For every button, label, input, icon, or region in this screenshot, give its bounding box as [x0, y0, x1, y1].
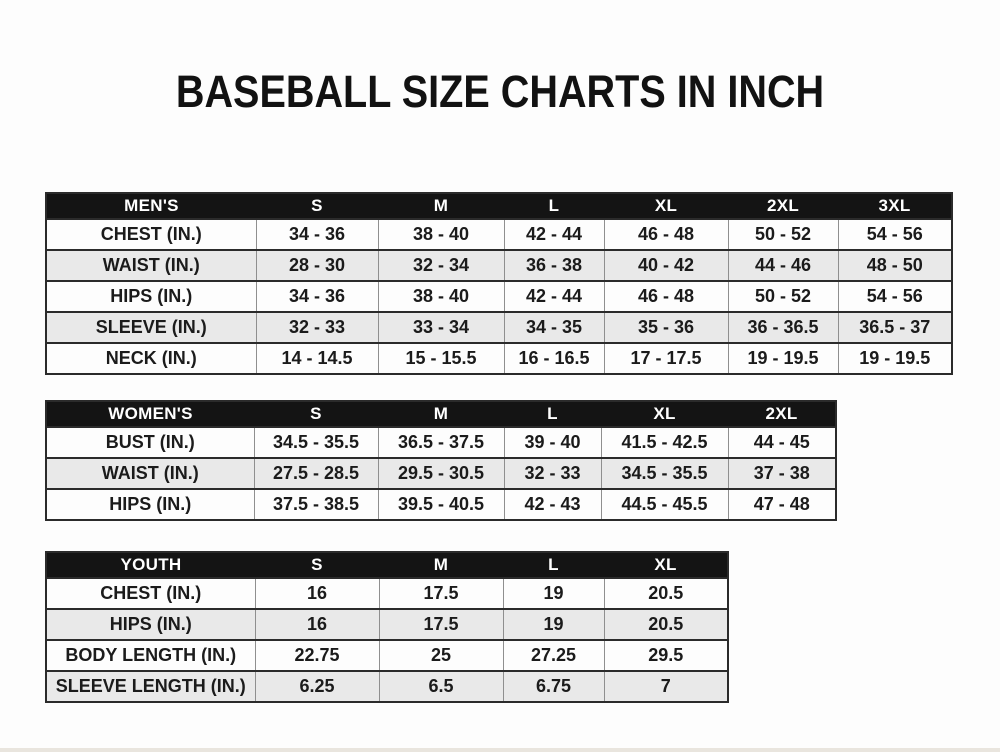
- value-cell: 14 - 14.5: [256, 343, 378, 374]
- row-label-cell: HIPS (IN.): [46, 609, 255, 640]
- table-row: [46, 609, 728, 640]
- value-cell: 19: [503, 578, 604, 609]
- value-cell: 6.5: [379, 671, 503, 702]
- value-cell: 46 - 48: [604, 281, 728, 312]
- value-cell: 6.25: [255, 671, 379, 702]
- size-header-cell: 2XL: [728, 193, 838, 219]
- value-cell: 19 - 19.5: [728, 343, 838, 374]
- value-cell: 17 - 17.5: [604, 343, 728, 374]
- womens-size-table: [45, 400, 837, 521]
- mens-size-table: [45, 192, 953, 375]
- value-cell: 29.5: [604, 640, 728, 671]
- value-cell: 29.5 - 30.5: [378, 458, 504, 489]
- value-cell: 32 - 33: [256, 312, 378, 343]
- youth-size-table: [45, 551, 729, 703]
- page-title: BASEBALL SIZE CHARTS IN INCH: [175, 66, 825, 117]
- value-cell: 34.5 - 35.5: [601, 458, 728, 489]
- value-cell: 39.5 - 40.5: [378, 489, 504, 520]
- value-cell: 37.5 - 38.5: [254, 489, 378, 520]
- row-label-cell: WAIST (IN.): [46, 250, 256, 281]
- value-cell: 36.5 - 37: [838, 312, 952, 343]
- size-header-cell: M: [378, 193, 504, 219]
- value-cell: 42 - 44: [504, 281, 604, 312]
- value-cell: 47 - 48: [728, 489, 836, 520]
- value-cell: 25: [379, 640, 503, 671]
- value-cell: 27.5 - 28.5: [254, 458, 378, 489]
- table-header-row: [46, 401, 836, 427]
- value-cell: 33 - 34: [378, 312, 504, 343]
- table-row: [46, 219, 952, 250]
- value-cell: 34.5 - 35.5: [254, 427, 378, 458]
- row-label-cell: NECK (IN.): [46, 343, 256, 374]
- group-header-cell: WOMEN'S: [46, 401, 254, 427]
- table-header-row: [46, 193, 952, 219]
- value-cell: 32 - 34: [378, 250, 504, 281]
- value-cell: 41.5 - 42.5: [601, 427, 728, 458]
- value-cell: 20.5: [604, 609, 728, 640]
- value-cell: 28 - 30: [256, 250, 378, 281]
- row-label-cell: BODY LENGTH (IN.): [46, 640, 255, 671]
- value-cell: 36 - 38: [504, 250, 604, 281]
- value-cell: 50 - 52: [728, 219, 838, 250]
- table-row: [46, 281, 952, 312]
- value-cell: 42 - 44: [504, 219, 604, 250]
- value-cell: 38 - 40: [378, 281, 504, 312]
- size-header-cell: XL: [601, 401, 728, 427]
- row-label-cell: HIPS (IN.): [46, 489, 254, 520]
- value-cell: 17.5: [379, 578, 503, 609]
- table-header-row: [46, 552, 728, 578]
- mens-table: [45, 192, 953, 375]
- value-cell: 34 - 35: [504, 312, 604, 343]
- value-cell: 15 - 15.5: [378, 343, 504, 374]
- value-cell: 44 - 46: [728, 250, 838, 281]
- value-cell: 44.5 - 45.5: [601, 489, 728, 520]
- image-edge-artifact: [0, 748, 1000, 752]
- value-cell: 16: [255, 609, 379, 640]
- size-header-cell: M: [378, 401, 504, 427]
- table-row: [46, 458, 836, 489]
- value-cell: 42 - 43: [504, 489, 601, 520]
- table-row: [46, 640, 728, 671]
- group-header-cell: MEN'S: [46, 193, 256, 219]
- value-cell: 6.75: [503, 671, 604, 702]
- size-header-cell: S: [256, 193, 378, 219]
- table-row: [46, 312, 952, 343]
- size-header-cell: M: [379, 552, 503, 578]
- value-cell: 27.25: [503, 640, 604, 671]
- value-cell: 22.75: [255, 640, 379, 671]
- youth-table: [45, 551, 729, 703]
- table-row: [46, 489, 836, 520]
- value-cell: 20.5: [604, 578, 728, 609]
- size-header-cell: 3XL: [838, 193, 952, 219]
- row-label-cell: WAIST (IN.): [46, 458, 254, 489]
- value-cell: 7: [604, 671, 728, 702]
- value-cell: 32 - 33: [504, 458, 601, 489]
- size-header-cell: L: [504, 401, 601, 427]
- row-label-cell: BUST (IN.): [46, 427, 254, 458]
- womens-table: [45, 400, 837, 521]
- value-cell: 50 - 52: [728, 281, 838, 312]
- value-cell: 54 - 56: [838, 219, 952, 250]
- value-cell: 54 - 56: [838, 281, 952, 312]
- size-header-cell: S: [255, 552, 379, 578]
- value-cell: 40 - 42: [604, 250, 728, 281]
- value-cell: 16 - 16.5: [504, 343, 604, 374]
- value-cell: 35 - 36: [604, 312, 728, 343]
- row-label-cell: CHEST (IN.): [46, 578, 255, 609]
- size-header-cell: L: [504, 193, 604, 219]
- value-cell: 46 - 48: [604, 219, 728, 250]
- row-label-cell: HIPS (IN.): [46, 281, 256, 312]
- table-row: [46, 427, 836, 458]
- value-cell: 16: [255, 578, 379, 609]
- table-row: [46, 250, 952, 281]
- value-cell: 34 - 36: [256, 281, 378, 312]
- table-row: [46, 343, 952, 374]
- value-cell: 36 - 36.5: [728, 312, 838, 343]
- table-row: [46, 578, 728, 609]
- row-label-cell: CHEST (IN.): [46, 219, 256, 250]
- value-cell: 48 - 50: [838, 250, 952, 281]
- group-header-cell: YOUTH: [46, 552, 255, 578]
- value-cell: 19: [503, 609, 604, 640]
- value-cell: 44 - 45: [728, 427, 836, 458]
- size-header-cell: XL: [604, 193, 728, 219]
- size-header-cell: S: [254, 401, 378, 427]
- size-header-cell: L: [503, 552, 604, 578]
- value-cell: 39 - 40: [504, 427, 601, 458]
- value-cell: 38 - 40: [378, 219, 504, 250]
- size-header-cell: 2XL: [728, 401, 836, 427]
- value-cell: 19 - 19.5: [838, 343, 952, 374]
- row-label-cell: SLEEVE (IN.): [46, 312, 256, 343]
- size-header-cell: XL: [604, 552, 728, 578]
- value-cell: 34 - 36: [256, 219, 378, 250]
- row-label-cell: SLEEVE LENGTH (IN.): [46, 671, 255, 702]
- value-cell: 17.5: [379, 609, 503, 640]
- value-cell: 36.5 - 37.5: [378, 427, 504, 458]
- table-row: [46, 671, 728, 702]
- value-cell: 37 - 38: [728, 458, 836, 489]
